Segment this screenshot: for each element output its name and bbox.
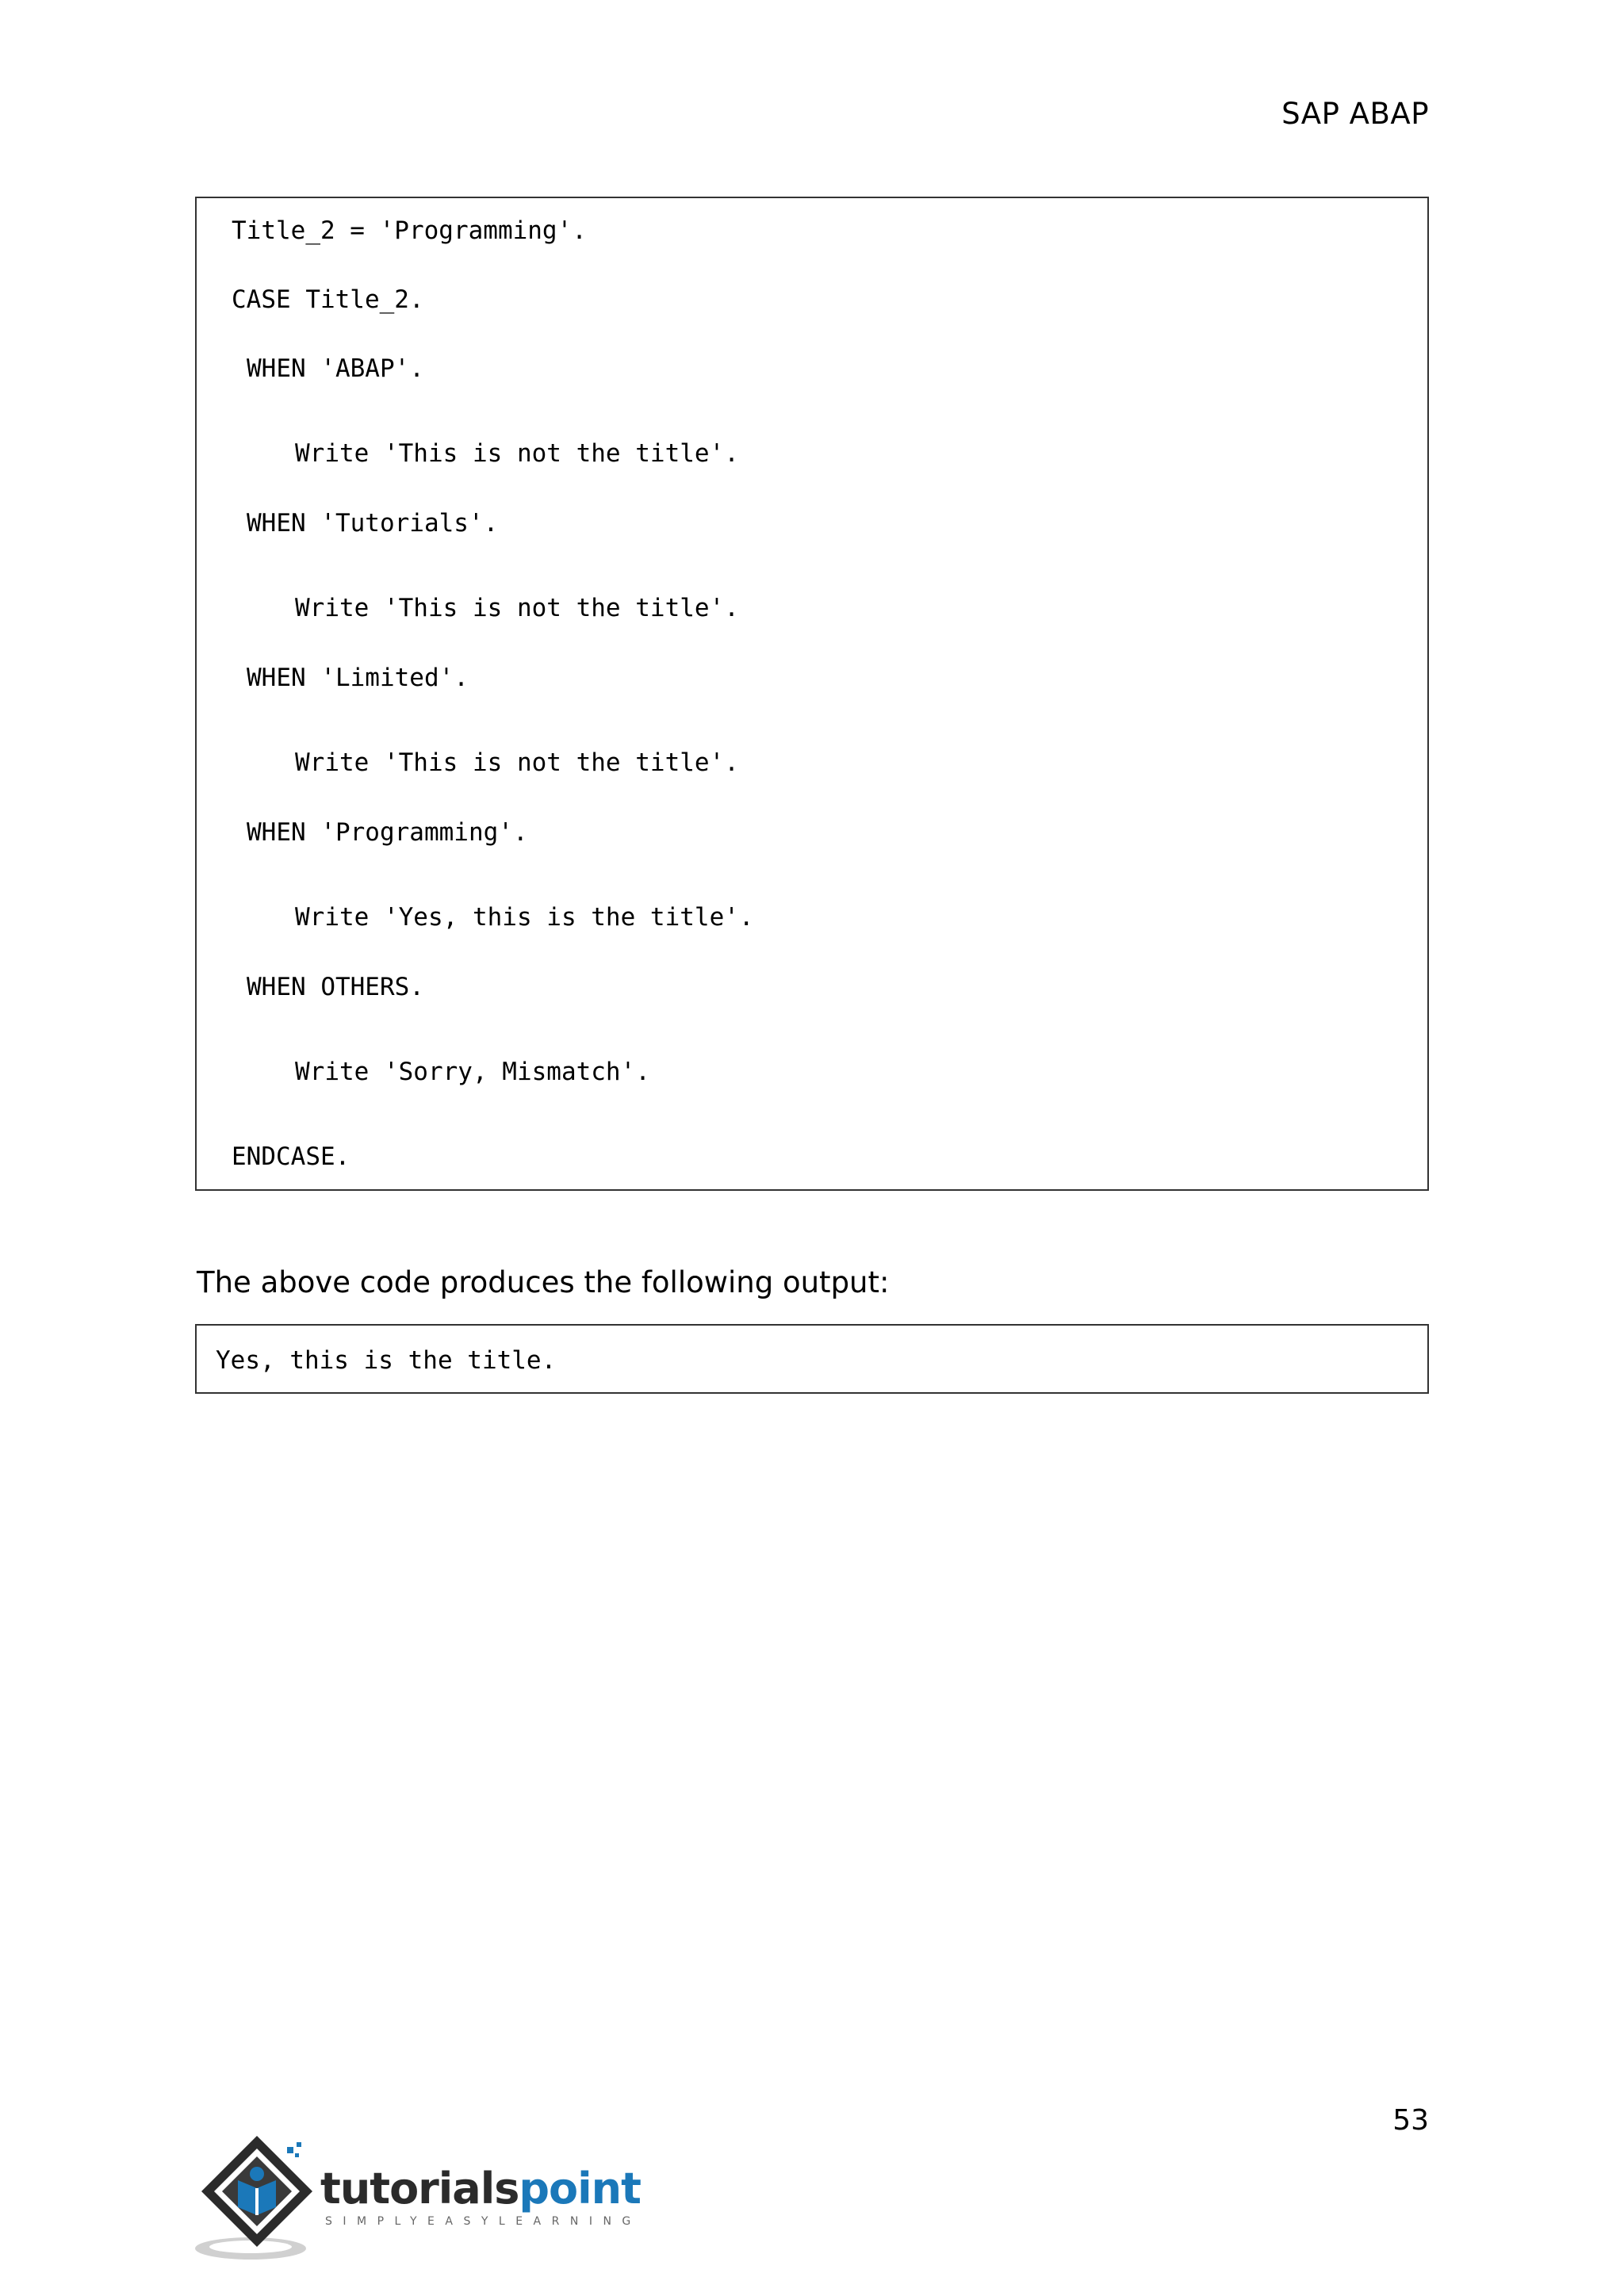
output-block: [195, 1324, 1429, 1394]
code-line: WHEN 'Limited'.: [247, 664, 469, 692]
code-line: CASE Title_2.: [232, 285, 424, 314]
code-line: ENDCASE.: [232, 1142, 350, 1171]
code-line: WHEN OTHERS.: [247, 973, 424, 1001]
code-line: Write 'This is not the title'.: [295, 439, 739, 468]
logo-wordmark: [320, 2164, 641, 2214]
code-block: [195, 197, 1429, 1191]
code-line: Write 'Sorry, Mismatch'.: [295, 1058, 650, 1086]
code-line: Write 'Yes, this is the title'.: [295, 903, 754, 932]
output-intro-text: The above code produces the following output:: [197, 1265, 890, 1299]
logo-diamond-icon: [193, 2130, 320, 2264]
page-number: 53: [1392, 2104, 1429, 2137]
logo-word-tutorials: tutorials: [320, 2164, 519, 2214]
logo-word-point: point: [519, 2164, 641, 2214]
code-line: WHEN 'ABAP'.: [247, 354, 424, 383]
logo-tagline: SIMPLYEASYLEARNING: [325, 2215, 642, 2228]
code-line: Write 'This is not the title'.: [295, 748, 739, 777]
running-header-title: SAP ABAP: [1281, 97, 1429, 131]
code-line: Title_2 = 'Programming'.: [232, 216, 587, 245]
code-line: WHEN 'Tutorials'.: [247, 509, 499, 538]
output-text: Yes, this is the title.: [216, 1346, 557, 1375]
code-line: WHEN 'Programming'.: [247, 818, 528, 847]
tutorialspoint-logo: [193, 2130, 642, 2264]
code-line: Write 'This is not the title'.: [295, 594, 739, 622]
